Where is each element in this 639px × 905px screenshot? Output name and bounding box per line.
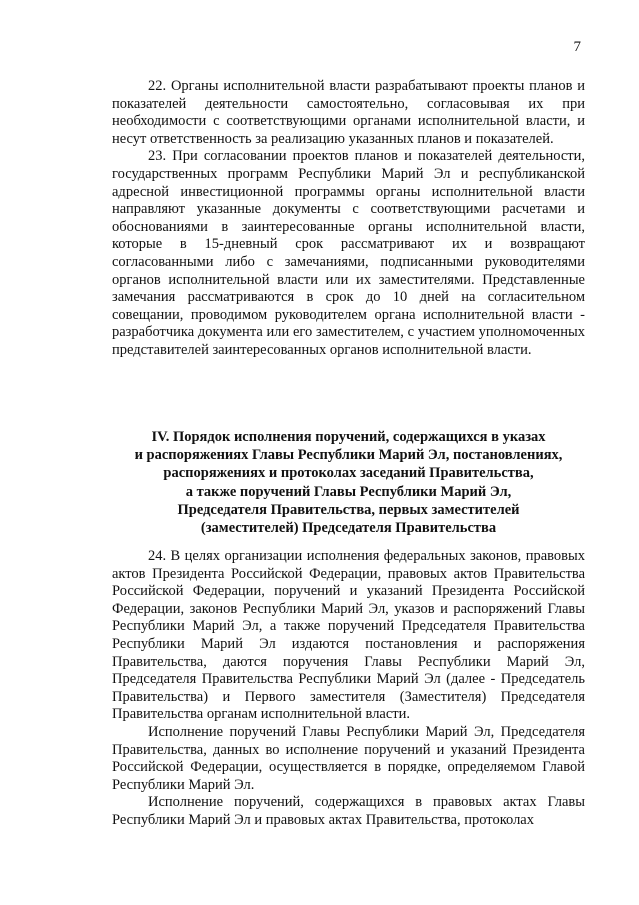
paragraph-22: 22. Органы исполнительной власти разрабатывают проекты планов и показателей деятельности самостоятельно, согласовывая их при необходимости с соответствующими органами исполнительной власти, и несут ответственность за реализацию указанных планов и показателей.	[112, 78, 585, 147]
text-block-top	[112, 78, 585, 360]
page-number: 7	[573, 39, 581, 55]
paragraph-24: 24. В целях организации исполнения федеральных законов, правовых актов Президента Российской Федерации, правовых актов Правительства Российской Федерации, поручений и указаний Президента Российской Федерации, законов Республики Марий Эл, указов и распоряжений Главы Республики Марий Эл, а также поручений Председателя Правительства Республики Марий Эл издаются постановления и распоряжения Правительства, даются поручения Главы Республики Марий Эл, Председателя Правительства Республики Марий Эл (далее - Председатель Правительства) и Первого заместителя (Заместителя) Председателя Правительства органам исполнительной власти.	[112, 548, 585, 723]
section-heading-line: распоряжениях и протоколах заседаний Правительства,	[163, 465, 534, 482]
paragraph-23: 23. При согласовании проектов планов и показателей деятельности, государственных программ Республики Марий Эл и республиканской адресной инвестиционной программы органы исполнительной власти направляют указанные документы с соответствующими расчетами и обоснованиями в заинтересованные органы исполнительной власти, которые в 15-дневный срок рассматривают их и возвращают согласованными либо с замечаниями, подписанными руководителями органов исполнительной власти или их заместителями. Представленные замечания рассматриваются в срок до 10 дней на согласительном совещании, проводимом руководителем органа исполнительной власти - разработчика документа или его заместителем, с участием уполномоченных представителей заинтересованных органов исполнительной власти.	[112, 148, 585, 358]
section-heading-line: а также поручений Главы Республики Марий Эл,	[185, 483, 512, 500]
section-heading	[112, 428, 585, 537]
section-heading-line: и распоряжениях Главы Республики Марий Эл, постановлениях,	[134, 447, 563, 464]
section-heading-line: Председателя Правительства, первых заместителей	[177, 501, 520, 518]
section-heading-line: IV. Порядок исполнения поручений, содержащихся в указах	[151, 429, 546, 445]
paragraph-execution-orders: Исполнение поручений Главы Республики Марий Эл, Председателя Правительства, данных во исполнение поручений и указаний Президента Российской Федерации, осуществляется в порядке, определяемом Главой Республики Марий Эл.	[112, 723, 585, 793]
text-block-bottom	[112, 548, 585, 830]
section-heading-line: (заместителей) Председателя Правительства	[200, 520, 497, 537]
paragraph-execution-acts: Исполнение поручений, содержащихся в правовых актах Главы Республики Марий Эл и правовых актах Правительства, протоколах	[112, 794, 585, 828]
